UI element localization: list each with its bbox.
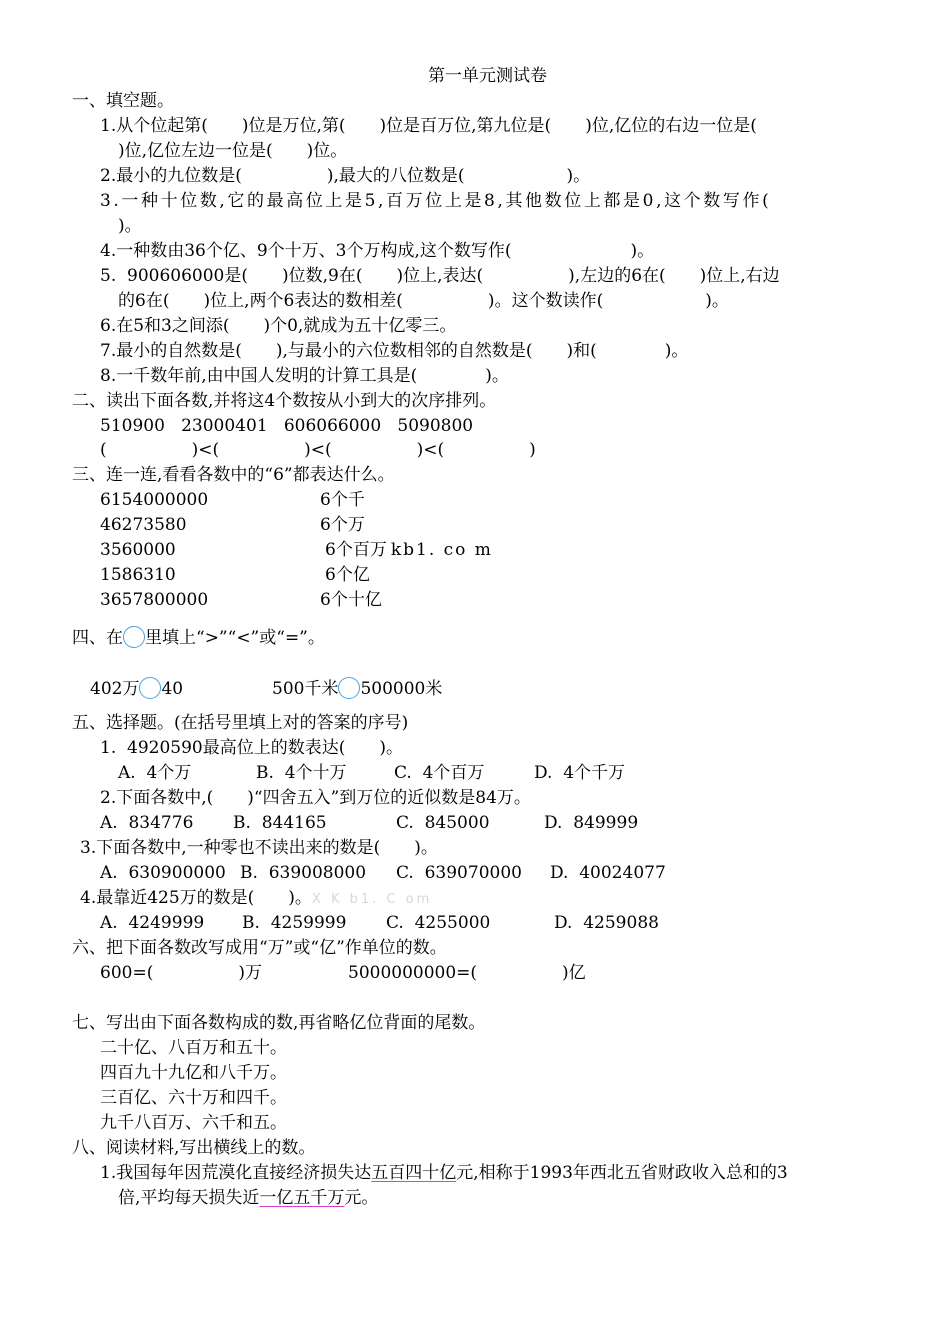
page-title: 第一单元测试卷 <box>428 66 547 86</box>
section-2-heading: 二、读出下面各数,并将这4个数按从小到大的次序排列。 <box>72 391 497 411</box>
s8-l1-a: 1.我国每年因荒漠化直接经济损失达 <box>100 1163 372 1183</box>
q5-4 <box>80 886 432 912</box>
s6-item-a: 600=( )万 <box>100 963 262 983</box>
s4-heading-b: 里填上“>”“<”或“=”。 <box>145 628 325 648</box>
s3-left-4: 1586310 <box>100 565 176 585</box>
q1-7: 7.最小的自然数是( ),与最小的六位数相邻的自然数是( )和( )。 <box>100 341 689 361</box>
q5-3-c: C. 639070000 <box>396 863 522 883</box>
section-8-heading: 八、阅读材料,写出横线上的数。 <box>72 1138 316 1158</box>
q5-1-b: B. 4个十万 <box>256 763 347 783</box>
s8-l1-b: 元,相称于1993年西北五省财政收入总和的3 <box>456 1163 788 1183</box>
q5-2-a: A. 834776 <box>100 813 194 833</box>
s3-right-3-text: 6个百万 <box>325 540 387 560</box>
s8-l2-underlined: 一亿五千万 <box>259 1188 345 1208</box>
section-7-heading: 七、写出由下面各数构成的数,再省略亿位背面的尾数。 <box>72 1013 486 1033</box>
s6-item-b: 5000000000=( )亿 <box>348 963 586 983</box>
q5-3: 3.下面各数中,一种零也不读出来的数是( )。 <box>80 838 438 858</box>
q5-4-c: C. 4255000 <box>386 913 491 933</box>
q5-1: 1. 4920590最高位上的数表达( )。 <box>100 738 404 758</box>
s8-l2-b: 元。 <box>344 1188 379 1208</box>
s4-p1-left: 402万 <box>90 679 140 699</box>
s3-watermark: kb1. co m <box>390 540 493 560</box>
q5-1-d: D. 4个千万 <box>534 763 626 783</box>
section-5-heading: 五、选择题。(在括号里填上对的答案的序号) <box>72 713 409 733</box>
s4-heading-a: 四、在 <box>72 628 123 648</box>
section-6-heading: 六、把下面各数改写成用“万”或“亿”作单位的数。 <box>72 938 447 958</box>
s3-right-1: 6个千 <box>320 490 365 510</box>
q5-2: 2.下面各数中,( )“四舍五入”到万位的近似数是84万。 <box>100 788 531 808</box>
q5-4-text: 4.最靠近425万的数是( )。 <box>80 888 312 908</box>
q1-8: 8.一千数年前,由中国人发明的计算工具是( )。 <box>100 366 509 386</box>
s2-order: ( )<( )<( )<( ) <box>100 440 536 460</box>
q1-3-line-b: )。 <box>118 216 142 236</box>
s8-line-1 <box>100 1161 788 1185</box>
section-3-heading: 三、连一连,看看各数中的“6”都表达什么。 <box>72 465 395 485</box>
s4-problem-2 <box>272 677 442 701</box>
s2-numbers: 510900 23000401 606066000 5090800 <box>100 416 474 436</box>
q5-2-c: C. 845000 <box>396 813 490 833</box>
compare-circle-1[interactable] <box>139 677 161 699</box>
q5-3-b: B. 639008000 <box>240 863 367 883</box>
s3-left-5: 3657800000 <box>100 590 209 610</box>
s8-l1-underlined: 五百四十亿 <box>371 1163 457 1183</box>
s4-problem-1 <box>90 677 183 701</box>
q1-6: 6.在5和3之间添( )个0,就成为五十亿零三。 <box>100 316 457 336</box>
s4-p2-left: 500千米 <box>272 679 339 699</box>
s4-p1-right: 40 <box>161 679 184 699</box>
q5-4-d: D. 4259088 <box>554 913 659 933</box>
s3-left-1: 6154000000 <box>100 490 209 510</box>
q5-3-a: A. 630900000 <box>100 863 226 883</box>
s3-right-2: 6个万 <box>320 515 365 535</box>
q1-4: 4.一种数由36个亿、9个十万、3个万构成,这个数写作( )。 <box>100 241 655 261</box>
q5-4-b: B. 4259999 <box>242 913 347 933</box>
q1-1-line-b: )位,亿位左边一位是( )位。 <box>118 141 348 161</box>
q5-1-a: A. 4个万 <box>118 763 192 783</box>
section-1-heading: 一、填空题。 <box>72 91 174 111</box>
s7-item-2: 四百九十九亿和八千万。 <box>100 1063 287 1083</box>
q1-1-line-a: 1.从个位起第( )位是万位,第( )位是百万位,第九位是( )位,亿位的右边一位是( <box>100 116 757 136</box>
q5-4-watermark: X K b1. C om <box>311 892 433 907</box>
s3-right-5: 6个十亿 <box>320 590 382 610</box>
s3-left-3: 3560000 <box>100 540 176 560</box>
s3-right-4: 6个亿 <box>325 565 370 585</box>
s7-item-1: 二十亿、八百万和五十。 <box>100 1038 287 1058</box>
q1-2: 2.最小的九位数是( ),最大的八位数是( )。 <box>100 166 591 186</box>
compare-circle-icon <box>123 626 145 648</box>
s3-right-3 <box>325 538 493 562</box>
q5-1-c: C. 4个百万 <box>394 763 485 783</box>
q1-5-line-a: 5. 900606000是( )位数,9在( )位上,表达( ),左边的6在( )位上,右边 <box>100 266 780 286</box>
q1-3-line-a: 3.一种十位数,它的最高位上是5,百万位上是8,其他数位上都是0,这个数写作( <box>100 191 772 211</box>
s7-item-3: 三百亿、六十万和四千。 <box>100 1088 287 1108</box>
section-4-heading <box>72 626 325 650</box>
s7-item-4: 九千八百万、六千和五。 <box>100 1113 287 1133</box>
s3-left-2: 46273580 <box>100 515 187 535</box>
q5-4-a: A. 4249999 <box>100 913 205 933</box>
s8-l2-a: 倍,平均每天损失近 <box>118 1188 260 1208</box>
q5-3-d: D. 40024077 <box>550 863 666 883</box>
q5-2-d: D. 849999 <box>544 813 639 833</box>
s8-line-2 <box>118 1186 378 1210</box>
compare-circle-2[interactable] <box>338 677 360 699</box>
q1-5-line-b: 的6在( )位上,两个6表达的数相差( )。这个数读作( )。 <box>118 291 729 311</box>
q5-2-b: B. 844165 <box>233 813 327 833</box>
s4-p2-right: 500000米 <box>360 679 443 699</box>
